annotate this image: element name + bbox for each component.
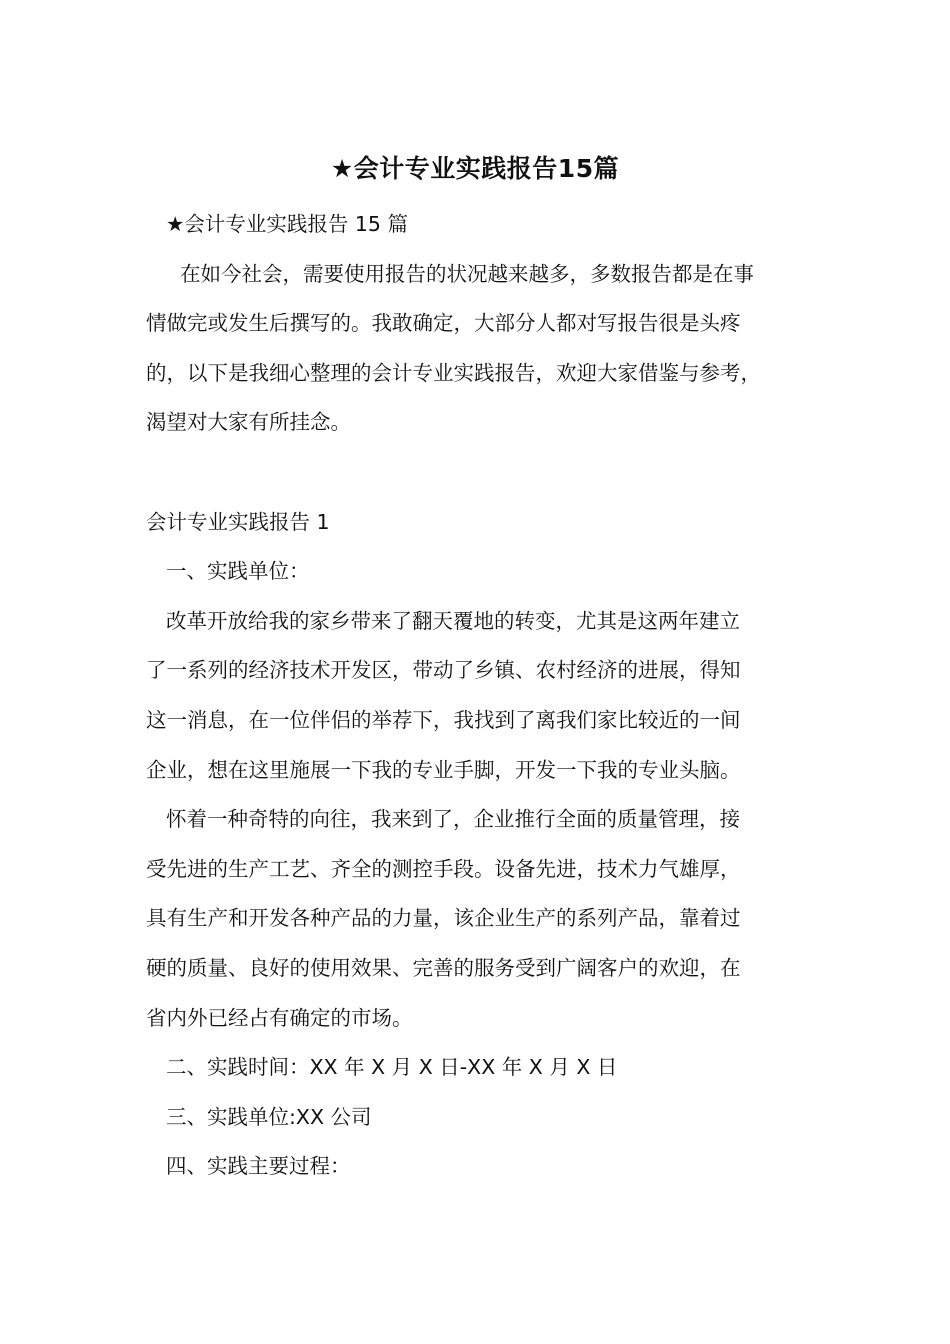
intro-line: 的，以下是我细心整理的会计专业实践报告，欢迎大家借鉴与参考， [146, 360, 761, 385]
paragraph-line: 了一系列的经济技术开发区，带动了乡镇、农村经济的进展，得知 [146, 658, 741, 683]
paragraph-line: 企业，想在这里施展一下我的专业手脚，开发一下我的专业头脑。 [146, 757, 741, 782]
intro-line: 情做完或发生后撰写的。我敢确定，大部分人都对写报告很是头疼 [146, 311, 741, 336]
intro-line: 在如今社会，需要使用报告的状况越来越多，多数报告都是在事 [180, 261, 754, 286]
section-heading: 三、实践单位:XX 公司 [166, 1104, 372, 1129]
intro-line: 渴望对大家有所挂念。 [146, 410, 351, 435]
section-heading: 二、实践时间：XX 年 X 月 X 日-XX 年 X 月 X 日 [166, 1055, 618, 1080]
paragraph-line: 硬的质量、良好的使用效果、完善的服务受到广阔客户的欢迎，在 [146, 955, 741, 980]
paragraph-line: 改革开放给我的家乡带来了翻天覆地的转变，尤其是这两年建立 [166, 608, 740, 633]
paragraph-line: 这一消息，在一位伴侣的举荐下，我找到了离我们家比较近的一间 [146, 707, 741, 732]
document-body [146, 200, 846, 1192]
paragraph-line: 省内外已经占有确定的市场。 [146, 1005, 413, 1030]
paragraph-line: 怀着一种奇特的向往，我来到了，企业推行全面的质量管理，接 [166, 807, 740, 832]
paragraph-line: 受先进的生产工艺、齐全的测控手段。设备先进，技术力气雄厚， [146, 856, 741, 881]
paragraph-line: 具有生产和开发各种产品的力量，该企业生产的系列产品，靠着过 [146, 906, 741, 931]
document-title: ★会计专业实践报告15篇 [330, 154, 620, 183]
paragraph-gap [146, 448, 846, 498]
report-heading: 会计专业实践报告 1 [146, 509, 330, 534]
section-heading: 四、实践主要过程： [166, 1154, 351, 1179]
section-heading: 一、实践单位： [166, 559, 310, 584]
document-subtitle: ★会计专业实践报告 15 篇 [166, 212, 408, 236]
